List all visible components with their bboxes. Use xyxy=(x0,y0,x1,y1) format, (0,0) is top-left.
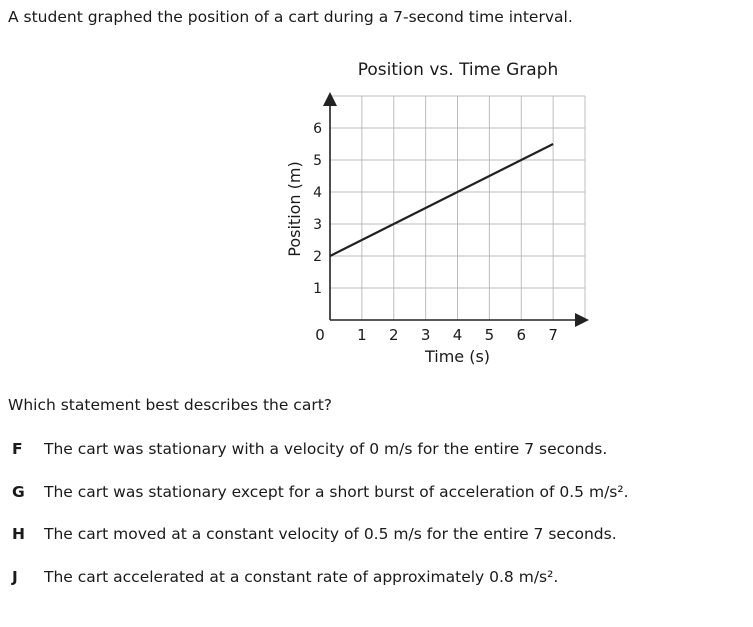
intro-text: A student graphed the position of a cart during a 7-second time interval. xyxy=(8,8,573,26)
y-axis-arrow xyxy=(323,92,337,106)
choice-letter: G xyxy=(12,483,25,501)
y-tick-label: 6 xyxy=(313,121,322,137)
y-tick-label: 5 xyxy=(313,153,322,169)
x-axis-arrow xyxy=(575,313,589,327)
x-tick-label: 6 xyxy=(516,326,527,344)
y-axis-label: Position (m) xyxy=(285,161,304,257)
choice-h[interactable] xyxy=(12,525,617,543)
x-axis-label: Time (s) xyxy=(424,347,491,366)
x-tick-label: 5 xyxy=(484,326,495,344)
choice-letter: H xyxy=(12,525,25,543)
x-tick-label: 2 xyxy=(388,326,399,344)
choice-text: The cart was stationary except for a short burst of acceleration of 0.5 m/s². xyxy=(44,483,629,501)
origin-label: 0 xyxy=(315,326,325,344)
choice-j[interactable] xyxy=(12,568,558,586)
y-tick-label: 3 xyxy=(313,217,322,233)
choice-text: The cart was stationary with a velocity of 0 m/s for the entire 7 seconds. xyxy=(44,440,608,458)
series-line xyxy=(330,144,553,256)
question-text: Which statement best describes the cart? xyxy=(8,396,333,414)
choice-g[interactable] xyxy=(12,483,629,501)
choice-f[interactable] xyxy=(12,440,607,458)
choice-letter: F xyxy=(12,440,23,458)
x-tick-label: 3 xyxy=(420,326,431,344)
choice-letter: J xyxy=(12,568,18,586)
x-tick-label: 4 xyxy=(452,326,463,344)
choice-text: The cart moved at a constant velocity of 0.5 m/s for the entire 7 seconds. xyxy=(44,525,617,543)
x-tick-label: 1 xyxy=(357,326,367,344)
y-tick-label: 1 xyxy=(313,281,322,297)
y-tick-label: 4 xyxy=(313,185,322,201)
y-tick-label: 2 xyxy=(313,249,322,265)
chart-title: Position vs. Time Graph xyxy=(357,60,559,80)
choice-text: The cart accelerated at a constant rate of approximately 0.8 m/s². xyxy=(44,568,559,586)
x-tick-label: 7 xyxy=(548,326,558,344)
